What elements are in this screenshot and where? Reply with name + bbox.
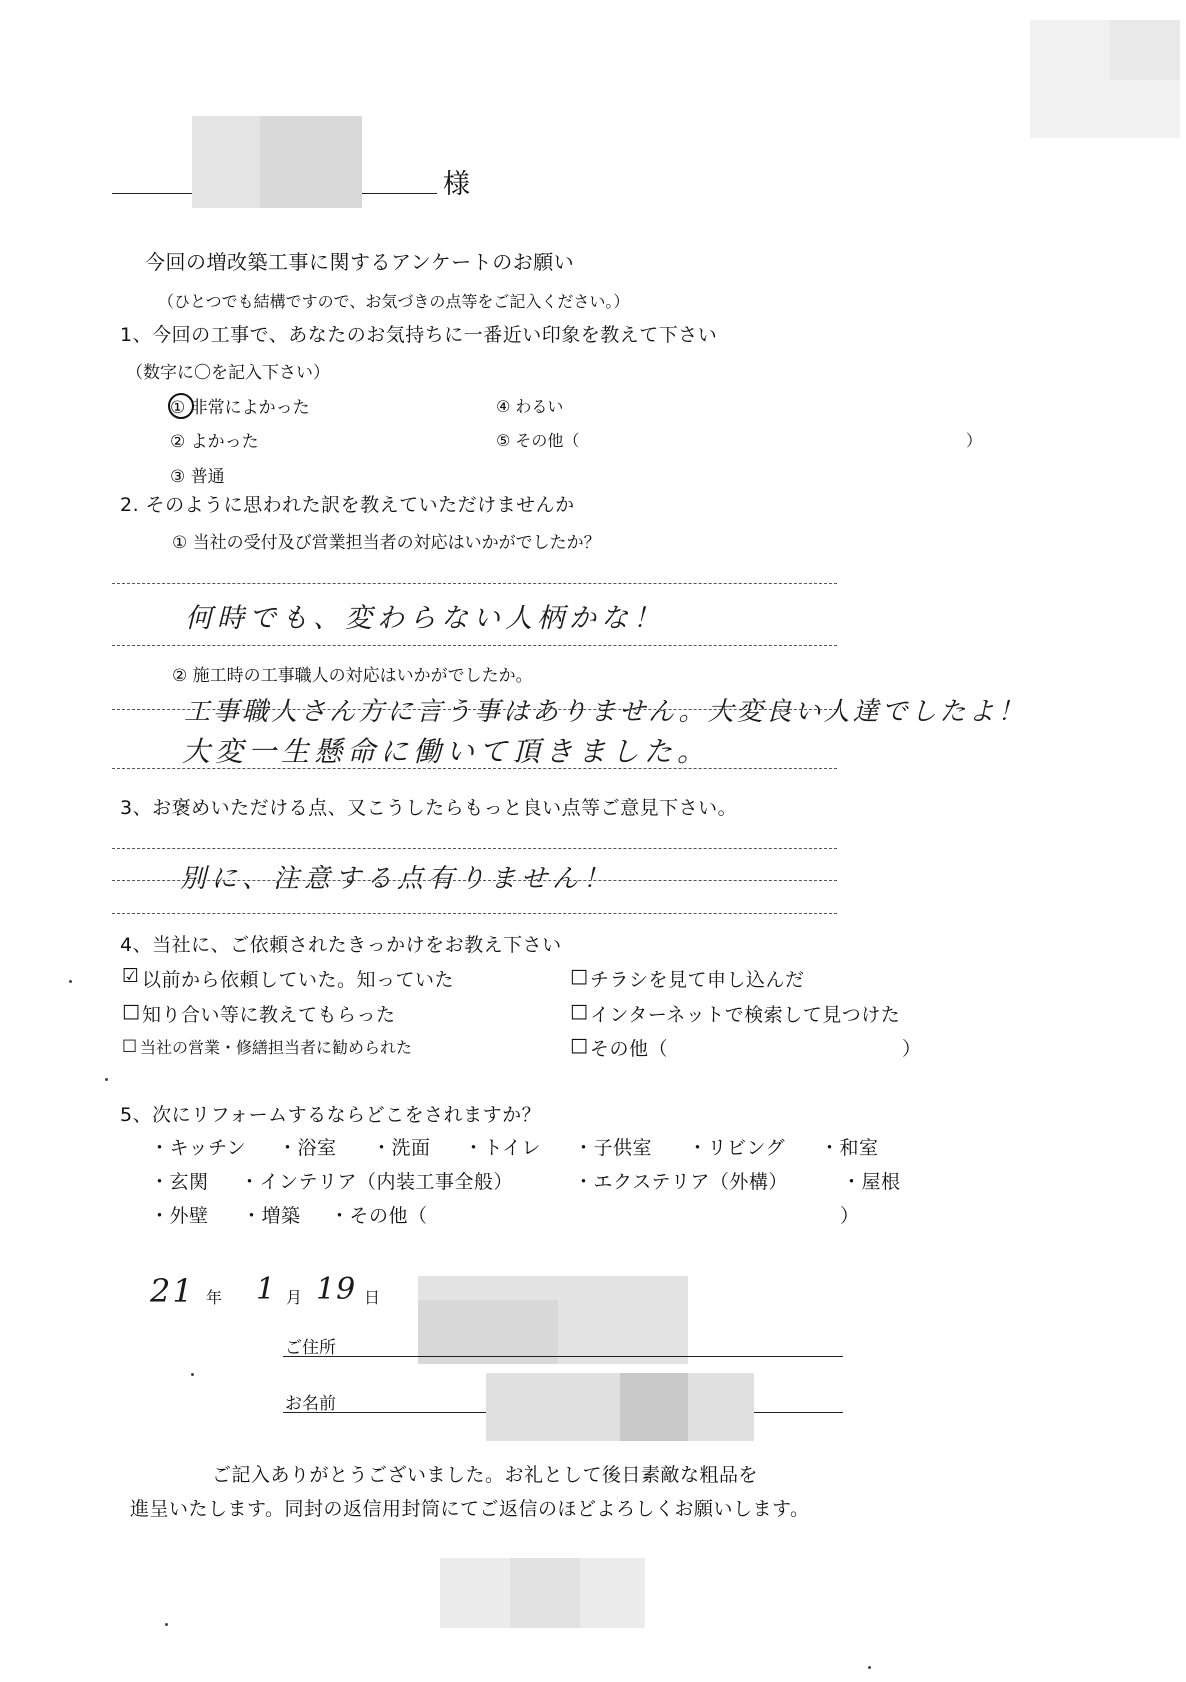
q5-row3-item: ・増築 [242, 1205, 301, 1227]
q5-row2-item: ・エクステリア（外構） [574, 1171, 788, 1193]
q2-answer2-line2: 大変一生懸命に働いて頂きました。 [182, 735, 711, 768]
name-label: お名前 [285, 1394, 336, 1414]
q5-row1-item: ・キッチン [150, 1137, 247, 1159]
q2-sub2: ② 施工時の工事職人の対応はいかがでしたか。 [172, 666, 533, 686]
q3-question: 3、お褒めいただける点、又こうしたらもっと良い点等ご意見下さい。 [120, 797, 738, 819]
scan-speck [868, 1666, 871, 1669]
q4-other-close: ） [902, 1038, 922, 1060]
page-subtitle: （ひとつでも結構ですので、お気づきの点等をご記入ください。） [158, 292, 630, 311]
q5-row1-item: ・浴室 [278, 1137, 337, 1159]
q4-option-4-mark: □ [570, 965, 589, 987]
q3-answer: 別に、注意する点有りません！ [180, 864, 615, 894]
answer-line [112, 645, 837, 646]
closing-line-2: 進呈いたします。同封の返信用封筒にてご返信のほどよろしくお願いします。 [130, 1498, 810, 1520]
date-year-label: 年 [206, 1288, 223, 1307]
answer-line [112, 768, 837, 769]
redacted-stamp-bottom-inner [510, 1558, 580, 1628]
address-label: ご住所 [285, 1338, 336, 1358]
q5-other-close: ） [840, 1205, 860, 1227]
q1-selected-circle [168, 393, 194, 419]
redacted-addressee-name-2 [260, 116, 362, 208]
q1-option-5: ⑤ その他（ [496, 431, 580, 450]
q4-option-6-mark: □ [570, 1034, 589, 1056]
q4-option-6-label: その他（ [590, 1038, 669, 1060]
scan-speck [165, 1623, 168, 1626]
q5-row3-item: ・その他（ [330, 1205, 428, 1227]
scan-speck [105, 1078, 108, 1081]
q4-option-5-label: インターネットで検索して見つけた [590, 1004, 901, 1026]
q5-row1-item: ・洗面 [372, 1137, 431, 1159]
q1-option-1: ① 非常によかった [170, 398, 310, 418]
answer-line [112, 880, 837, 881]
scan-speck [69, 980, 72, 983]
q4-option-2-mark: □ [122, 1000, 141, 1022]
scan-speck [191, 1373, 194, 1376]
q4-option-1-label: 以前から依頼していた。知っていた [142, 969, 455, 991]
answer-line [112, 709, 837, 710]
q4-option-3-mark: □ [122, 1035, 138, 1054]
q2-sub1: ① 当社の受付及び営業担当者の対応はいかがでしたか？ [172, 533, 601, 553]
q4-question: 4、当社に、ご依頼されたきっかけをお教え下さい [120, 934, 562, 956]
answer-line [112, 583, 837, 584]
redacted-stamp-top-right-inner [1110, 20, 1180, 80]
q1-question: 1、今回の工事で、あなたのお気持ちに一番近い印象を教えて下さい [120, 324, 718, 346]
q5-row1-item: ・トイレ [464, 1137, 542, 1159]
q5-row1-item: ・子供室 [574, 1137, 653, 1159]
page-title: 今回の増改築工事に関するアンケートのお願い [145, 250, 575, 274]
redacted-address-dark [418, 1300, 558, 1364]
q1-note: （数字に〇を記入下さい） [126, 363, 330, 383]
q1-other-close: ） [966, 431, 983, 450]
q5-row1-item: ・リビング [688, 1137, 786, 1159]
q5-row2-item: ・屋根 [842, 1171, 901, 1193]
date-day: 19 [316, 1272, 357, 1307]
q5-question: 5、次にリフォームするならどこをされますか？ [120, 1104, 542, 1126]
answer-line [112, 913, 837, 914]
q4-option-3-label: 当社の営業・修繕担当者に勧められた [140, 1038, 413, 1057]
q5-row1-item: ・和室 [820, 1137, 879, 1159]
q5-row2-item: ・玄関 [150, 1171, 209, 1193]
q5-row3-item: ・外壁 [150, 1205, 209, 1227]
q1-option-3: ③ 普通 [170, 467, 225, 487]
answer-line [112, 848, 837, 849]
q2-answer1: 何時でも、変わらない人柄かな！ [185, 603, 665, 634]
q4-option-5-mark: □ [570, 1000, 589, 1022]
date-year: 21 [150, 1272, 195, 1310]
closing-line-1: ご記入ありがとうございました。お礼として後日素敵な粗品を [212, 1464, 759, 1486]
honorific: 様 [443, 169, 470, 200]
q4-option-2-label: 知り合い等に教えてもらった [142, 1004, 396, 1026]
date-day-label: 日 [364, 1288, 381, 1307]
q1-option-4: ④ わるい [496, 397, 564, 416]
q4-option-4-label: チラシを見て申し込んだ [590, 969, 805, 991]
q4-option-1-mark: ☑ [122, 965, 140, 987]
date-month: 1 [256, 1272, 281, 1307]
redacted-name-dark [620, 1373, 688, 1441]
q1-option-2: ② よかった [170, 432, 259, 452]
date-month-label: 月 [286, 1288, 303, 1307]
address-line [283, 1356, 843, 1357]
q2-question: 2. そのように思われた訳を教えていただけませんか [120, 494, 575, 516]
q5-row2-item: ・インテリア（内装工事全般） [240, 1171, 514, 1193]
q2-answer2-line1: 工事職人さん方に言う事はありません。大変良い人達でしたよ！ [184, 697, 1027, 727]
